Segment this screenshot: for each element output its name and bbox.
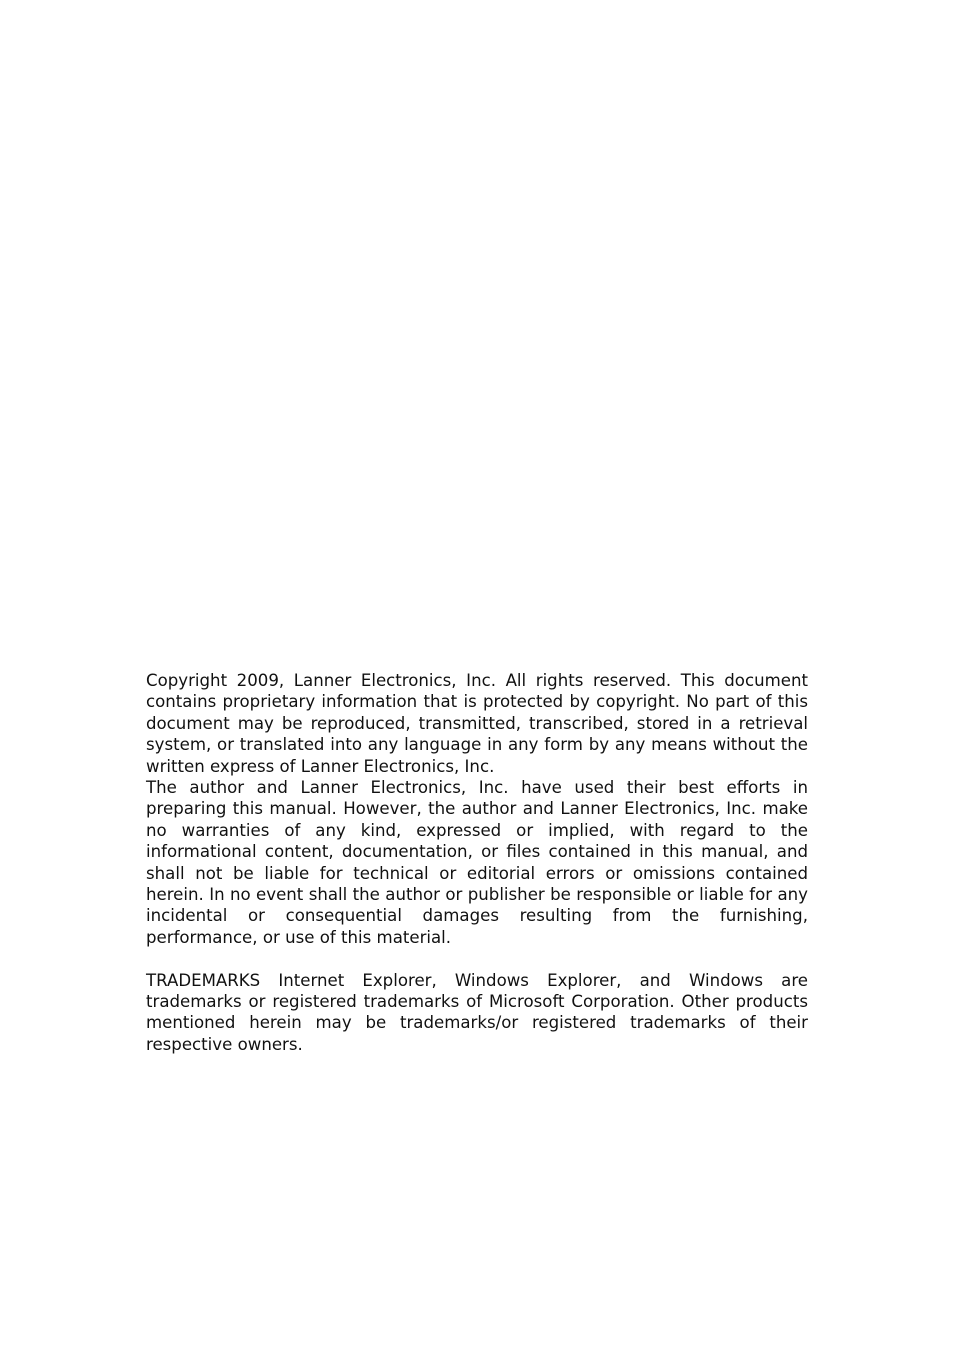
copyright-paragraph: Copyright 2009, Lanner Electronics, Inc. All rights reserved. This document contains proprietary information that is protected by copyright. No part of this document may be reproduced, transmitted, transcribed, stored in a retrieval system, or translated into any language in any form by any means without the written express of Lanner Electronics, Inc. — [146, 671, 808, 776]
legal-notice — [146, 670, 808, 1055]
disclaimer-paragraph: The author and Lanner Electronics, Inc. have used their best efforts in preparing this manual. However, the author and Lanner Electronics, Inc. make no warranties of any kind, expressed or implied, with regard to the informational content, documentation, or files contained in this manual, and shall not be liable for technical or editorial errors or omissions contained herein. In no event shall the author or publisher be responsible or liable for any incidental or consequential damages resulting from the furnishing, performance, or use of this material. — [146, 778, 808, 947]
trademarks-paragraph: TRADEMARKS Internet Explorer, Windows Explorer, and Windows are trademarks or registered trademarks of Microsoft Corporation. Other products mentioned herein may be trademarks/or registered trademarks of their respective owners. — [146, 970, 808, 1054]
